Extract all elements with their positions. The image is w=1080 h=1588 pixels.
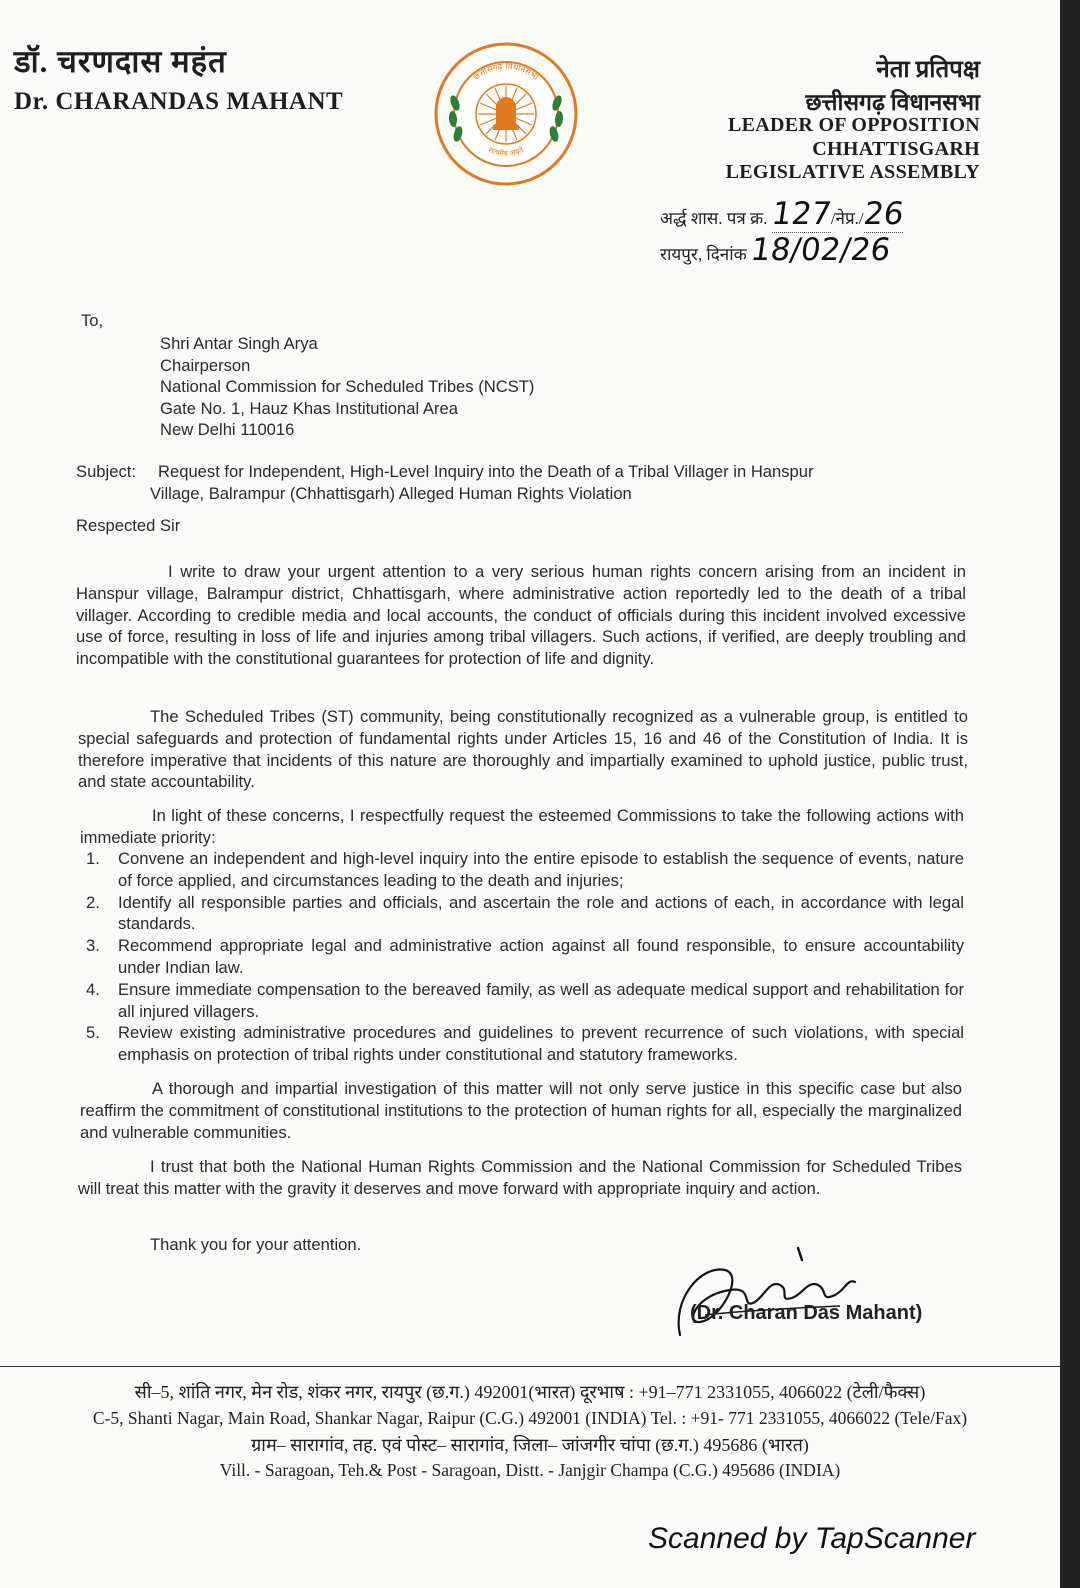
list-number: 3. xyxy=(86,936,100,956)
assembly-emblem-logo xyxy=(433,41,579,187)
page-edge-shadow xyxy=(1060,0,1080,1588)
paragraph-1: I write to draw your urgent attention to a very serious human rights concern arising from an incident in Hanspur village, Balrampur district, Chhattisgarh, where administrative action reportedly led to the death of a tribal villager. According to credible media and local accounts, the conduct of officials during this incident involved excessive use of force, resulting in loss of life and injuries among tribal villagers. Such actions, if verified, are deeply troubling and incompatible with the constitutional guarantees for protection of life and dignity. xyxy=(76,562,966,669)
recipient-line: National Commission for Scheduled Tribes (NCST) xyxy=(160,377,535,397)
paragraph-2: The Scheduled Tribes (ST) community, being constitutionally recognized as a vulnerable group, is entitled to special safeguards and protection of fundamental rights under Articles 15, 16 and 46 of the Constitution of India. It is therefore imperative that incidents of this nature are thoroughly and impartially examined to uphold justice, public trust, and state accountability. xyxy=(78,707,968,792)
designation-english-3: LEGISLATIVE ASSEMBLY xyxy=(725,161,980,183)
list-number: 5. xyxy=(86,1023,100,1043)
list-text: Recommend appropriate legal and administrative action against all found responsible, to ensure accountability under Indian law. xyxy=(118,936,964,977)
designation-hindi-2: छत्तीसगढ़ विधानसभा xyxy=(805,90,980,115)
ref-year-handwritten: 26 xyxy=(861,196,906,232)
to-label: To, xyxy=(81,311,104,330)
sender-name-hindi: डॉ. चरणदास महंत xyxy=(14,44,227,79)
designation-hindi-1: नेता प्रतिपक्ष xyxy=(876,57,980,83)
list-item xyxy=(84,1022,964,1066)
ref-mid: /नेप्र./ xyxy=(830,209,864,228)
closing-line: Thank you for your attention. xyxy=(150,1235,362,1254)
ref-prefix: अर्द्ध शास. पत्र क्र. xyxy=(660,209,768,228)
letter-date xyxy=(660,232,893,268)
date-prefix: रायपुर, दिनांक xyxy=(660,245,747,264)
footer-address-english: C-5, Shanti Nagar, Main Road, Shankar Nagar, Raipur (C.G.) 492001 (INDIA) Tel. : +91- 771 2331055, 4066022 (Tele/Fax) xyxy=(92,1408,968,1428)
actions-list xyxy=(84,848,964,1066)
designation-english-1: LEADER OF OPPOSITION xyxy=(728,114,980,136)
list-text: Review existing administrative procedures and guidelines to prevent recurrence of such violations, with special emphasis on protection of tribal rights under constitutional and statutory frameworks. xyxy=(118,1023,964,1065)
recipient-line: New Delhi 110016 xyxy=(160,420,295,440)
list-number: 4. xyxy=(86,979,100,999)
list-text: Convene an independent and high-level inquiry into the entire episode to establish the sequence of events, nature of force applied, and circumstances leading to the death and injuries; xyxy=(118,849,964,890)
date-handwritten: 18/02/26 xyxy=(748,232,893,268)
paragraph-3: In light of these concerns, I respectfully request the esteemed Commissions to take the following actions with immediate priority: xyxy=(80,806,964,847)
list-number: 1. xyxy=(86,849,100,868)
list-item xyxy=(84,935,964,979)
handwritten-signature xyxy=(670,1240,870,1345)
reference-number xyxy=(660,196,906,233)
paragraph-4: A thorough and impartial investigation of this matter will not only serve justice in this specific case but also reaffirm the commitment of constitutional institutions to the protection of human rights for all, especially the marginalized and vulnerable communities. xyxy=(80,1079,962,1142)
svg-text:सत्यमेव जयते: सत्यमेव जयते xyxy=(487,145,525,158)
subject-line-2: Village, Balrampur (Chhattisgarh) Alleged Human Rights Violation xyxy=(150,483,632,503)
footer-village-english: Vill. - Saragoan, Teh.& Post - Saragoan, Distt. - Janjgir Champa (C.G.) 495686 (INDIA) xyxy=(219,1460,841,1480)
subject-line-1: Request for Independent, High-Level Inquiry into the Death of a Tribal Villager in Hanspur xyxy=(158,462,814,481)
recipient-line: Gate No. 1, Hauz Khas Institutional Area xyxy=(160,398,458,418)
subject-label: Subject: xyxy=(76,462,136,481)
recipient-address xyxy=(160,333,534,441)
designation-english-2: CHHATTISGARH xyxy=(812,138,980,160)
subject xyxy=(76,461,976,505)
recipient-line: Shri Antar Singh Arya xyxy=(160,334,318,353)
scanner-watermark: Scanned by TapScanner xyxy=(648,1522,976,1555)
svg-text:छत्तीसगढ़ विधानसभा: छत्तीसगढ़ विधानसभा xyxy=(471,61,541,83)
list-text: Identify all responsible parties and officials, and ascertain the role and actions of each, in accordance with legal standards. xyxy=(118,892,964,934)
sender-name-english: Dr. CHARANDAS MAHANT xyxy=(14,88,344,115)
salutation: Respected Sir xyxy=(76,516,181,535)
signatory-name: (Dr. Charan Das Mahant) xyxy=(690,1302,923,1324)
list-number: 2. xyxy=(86,892,100,912)
recipient-line: Chairperson xyxy=(160,355,251,375)
footer-divider xyxy=(0,1366,1060,1367)
list-text: Ensure immediate compensation to the bereaved family, as well as adequate medical support and rehabilitation for all injured villagers. xyxy=(118,979,964,1021)
list-item xyxy=(84,848,964,892)
list-item xyxy=(84,892,964,936)
footer-village-hindi: ग्राम– सारागांव, तह. एवं पोस्ट– सारागांव, जिला– जांजगीर चांपा (छ.ग.) 495686 (भारत) xyxy=(251,1435,809,1455)
ref-number-handwritten: 127 xyxy=(769,196,834,232)
list-item xyxy=(84,979,964,1023)
footer-address-hindi: सी–5, शांति नगर, मेन रोड, शंकर नगर, रायपुर (छ.ग.) 492001(भारत) दूरभाष : +91–771 2331055, 4066022 (टेली/फैक्स) xyxy=(134,1382,926,1402)
paragraph-5: I trust that both the National Human Rights Commission and the National Commission for Scheduled Tribes will treat this matter with the gravity it deserves and move forward with appropriate inquiry and action. xyxy=(78,1157,962,1198)
